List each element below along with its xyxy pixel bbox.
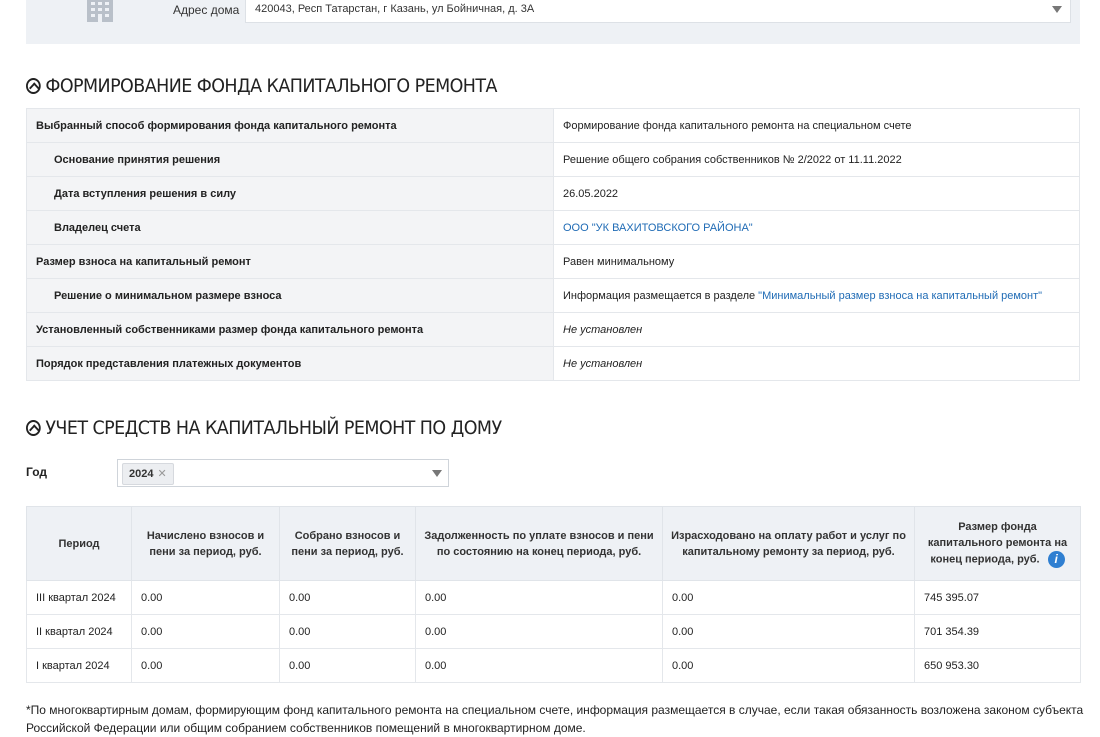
info-value: Формирование фонда капитального ремонта на специальном счете [554, 109, 1080, 143]
cell-debt: 0.00 [416, 649, 663, 683]
cell-fund-size: 650 953.30 [915, 649, 1081, 683]
cell-collected: 0.00 [280, 649, 416, 683]
table-header-row [27, 507, 1081, 581]
year-chip-label: 2024 [129, 468, 154, 480]
info-key: Решение о минимальном размере взноса [27, 279, 554, 313]
info-row [27, 313, 1080, 347]
cell-fund-size: 701 354.39 [915, 615, 1081, 649]
info-value [554, 279, 1080, 313]
collapse-toggle-icon[interactable] [26, 420, 41, 436]
info-key: Порядок представления платежных документов [27, 347, 554, 381]
account-owner-link[interactable]: ООО "УК ВАХИТОВСКОГО РАЙОНА" [563, 221, 753, 234]
info-row [27, 245, 1080, 279]
address-select[interactable] [245, 0, 1071, 23]
cell-period: I квартал 2024 [27, 649, 132, 683]
cell-period: II квартал 2024 [27, 615, 132, 649]
info-key: Владелец счета [27, 211, 554, 245]
address-label: Адрес дома [173, 3, 240, 17]
col-header-period: Период [27, 507, 132, 581]
cell-charged: 0.00 [132, 649, 280, 683]
table-row [27, 581, 1081, 615]
info-row [27, 211, 1080, 245]
cell-debt: 0.00 [416, 581, 663, 615]
info-value-italic: Не установлен [563, 357, 643, 370]
info-value [554, 313, 1080, 347]
info-key: Выбранный способ формирования фонда капитального ремонта [27, 109, 554, 143]
collapse-toggle-icon[interactable] [26, 78, 41, 94]
info-row [27, 143, 1080, 177]
footnote: *По многоквартирным домам, формирующим фонд капитального ремонта на специальном счете, информация размещается в случае, если такая обязанность возложена законом субъекта Российской Федерации или общим собранием собственников помещений в многоквартирном доме. [26, 703, 1084, 735]
year-label: Год [26, 465, 47, 479]
chevron-down-icon[interactable] [432, 470, 442, 477]
cell-spent: 0.00 [663, 615, 915, 649]
cell-collected: 0.00 [280, 615, 416, 649]
fund-accounting-table [26, 506, 1081, 683]
info-row [27, 177, 1080, 211]
accounting-section-title: УЧЕТ СРЕДСТВ НА КАПИТАЛЬНЫЙ РЕМОНТ ПО ДОМУ [45, 417, 502, 439]
info-key: Дата вступления решения в силу [27, 177, 554, 211]
info-row [27, 279, 1080, 313]
info-icon[interactable]: i [1048, 551, 1065, 568]
col-header-spent: Израсходовано на оплату работ и услуг по капитальному ремонту за период, руб. [663, 507, 915, 581]
fund-section-title: ФОРМИРОВАНИЕ ФОНДА КАПИТАЛЬНОГО РЕМОНТА [45, 75, 497, 97]
info-value: Решение общего собрания собственников № 2/2022 от 11.11.2022 [554, 143, 1080, 177]
address-value: 420043, Респ Татарстан, г Казань, ул Бойничная, д. 3А [255, 3, 535, 15]
remove-icon[interactable]: ✕ [157, 468, 167, 480]
table-row [27, 615, 1081, 649]
cell-spent: 0.00 [663, 649, 915, 683]
year-select[interactable] [117, 459, 449, 487]
info-value: Равен минимальному [554, 245, 1080, 279]
table-row [27, 649, 1081, 683]
info-key: Основание принятия решения [27, 143, 554, 177]
info-value: 26.05.2022 [554, 177, 1080, 211]
min-contribution-link[interactable]: "Минимальный размер взноса на капитальный ремонт" [758, 289, 1043, 302]
address-panel [26, 0, 1080, 44]
cell-spent: 0.00 [663, 581, 915, 615]
building-icon [86, 0, 114, 22]
col-header-fund-size-label: Размер фонда капитального ремонта на конец периода, руб. [927, 521, 1068, 566]
info-row [27, 347, 1080, 381]
info-key: Размер взноса на капитальный ремонт [27, 245, 554, 279]
info-key: Установленный собственниками размер фонда капитального ремонта [27, 313, 554, 347]
info-value [554, 347, 1080, 381]
fund-info-table [26, 108, 1080, 381]
info-value-italic: Не установлен [563, 323, 643, 336]
col-header-collected: Собрано взносов и пени за период, руб. [280, 507, 416, 581]
fund-section-header[interactable] [26, 75, 497, 97]
col-header-fund-size [915, 507, 1081, 581]
cell-charged: 0.00 [132, 615, 280, 649]
info-value-prefix: Информация размещается в разделе [563, 289, 759, 302]
col-header-debt: Задолженность по уплате взносов и пени по состоянию на конец периода, руб. [416, 507, 663, 581]
cell-collected: 0.00 [280, 581, 416, 615]
info-value [554, 211, 1080, 245]
col-header-charged: Начислено взносов и пени за период, руб. [132, 507, 280, 581]
cell-debt: 0.00 [416, 615, 663, 649]
accounting-section-header[interactable] [26, 417, 502, 439]
cell-charged: 0.00 [132, 581, 280, 615]
cell-period: III квартал 2024 [27, 581, 132, 615]
chevron-down-icon[interactable] [1052, 6, 1062, 13]
year-chip [122, 463, 174, 485]
cell-fund-size: 745 395.07 [915, 581, 1081, 615]
info-row [27, 109, 1080, 143]
